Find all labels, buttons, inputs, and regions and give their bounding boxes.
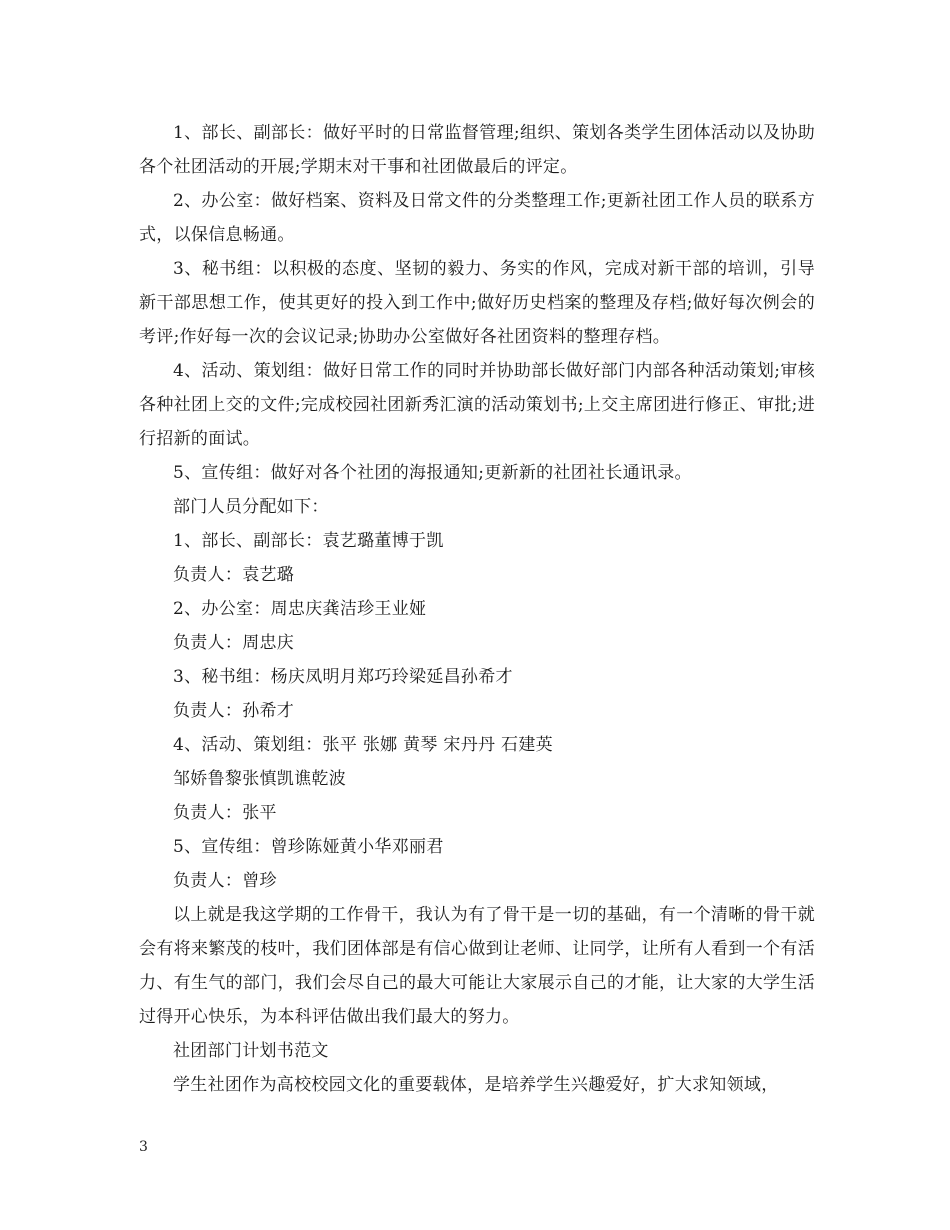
paragraph-section-title: 社团部门计划书范文 <box>173 1041 329 1061</box>
paragraph-staff-planning-cont: 邹娇鲁黎张慎凯谯乾波 <box>173 769 346 789</box>
paragraph-lead-minister: 负责人：袁艺璐 <box>173 565 295 585</box>
document-body <box>139 116 815 1102</box>
paragraph-summary: 以上就是我这学期的工作骨干，我认为有了骨干是一切的基础，有一个清晰的骨干就会有将来繁茂的枝叶，我们团体部是有信心做到让老师、让同学，让所有人看到一个有活力、有生气的部门，我们会尽自己的最大可能让大家展示自己的才能，让大家的大学生活过得开心快乐，为本科评估做出我们最大的努力。 <box>139 905 815 1027</box>
paragraph-intro: 学生社团作为高校校园文化的重要载体，是培养学生兴趣爱好，扩大求知领域， <box>173 1075 779 1095</box>
paragraph-duties-minister: 1、部长、副部长：做好平时的日常监督管理;组织、策划各类学生团体活动以及协助各个社团活动的开展;学期末对干事和社团做最后的评定。 <box>139 123 815 177</box>
paragraph-lead-publicity: 负责人：曾珍 <box>173 871 277 891</box>
paragraph-duties-planning: 4、活动、策划组：做好日常工作的同时并协助部长做好部门内部各种活动策划;审核各种社团上交的文件;完成校园社团新秀汇演的活动策划书;上交主席团进行修正、审批;进行招新的面试。 <box>139 361 815 449</box>
paragraph-staff-heading: 部门人员分配如下： <box>173 497 329 517</box>
paragraph-staff-planning: 4、活动、策划组：张平 张娜 黄琴 宋丹丹 石建英 <box>173 735 553 755</box>
paragraph-duties-publicity: 5、宣传组：做好对各个社团的海报通知;更新新的社团社长通讯录。 <box>173 463 692 483</box>
paragraph-duties-secretary: 3、秘书组：以积极的态度、坚韧的毅力、务实的作风，完成对新干部的培训，引导新干部思想工作，使其更好的投入到工作中;做好历史档案的整理及存档;做好每次例会的考评;作好每一次的会议记录;协助办公室做好各社团资料的整理存档。 <box>139 259 815 347</box>
paragraph-staff-minister: 1、部长、副部长：袁艺璐董博于凯 <box>173 531 444 551</box>
paragraph-lead-secretary: 负责人：孙希才 <box>173 701 295 721</box>
paragraph-staff-secretary: 3、秘书组：杨庆凤明月郑巧玲梁延昌孙希才 <box>173 667 513 687</box>
paragraph-staff-office: 2、办公室：周忠庆龚洁珍王业娅 <box>173 599 427 619</box>
page-number: 3 <box>139 1139 148 1155</box>
paragraph-lead-office: 负责人：周忠庆 <box>173 633 295 653</box>
paragraph-duties-office: 2、办公室：做好档案、资料及日常文件的分类整理工作;更新社团工作人员的联系方式，以保信息畅通。 <box>139 191 815 245</box>
paragraph-staff-publicity: 5、宣传组：曾珍陈娅黄小华邓丽君 <box>173 837 444 857</box>
paragraph-lead-planning: 负责人：张平 <box>173 803 277 823</box>
